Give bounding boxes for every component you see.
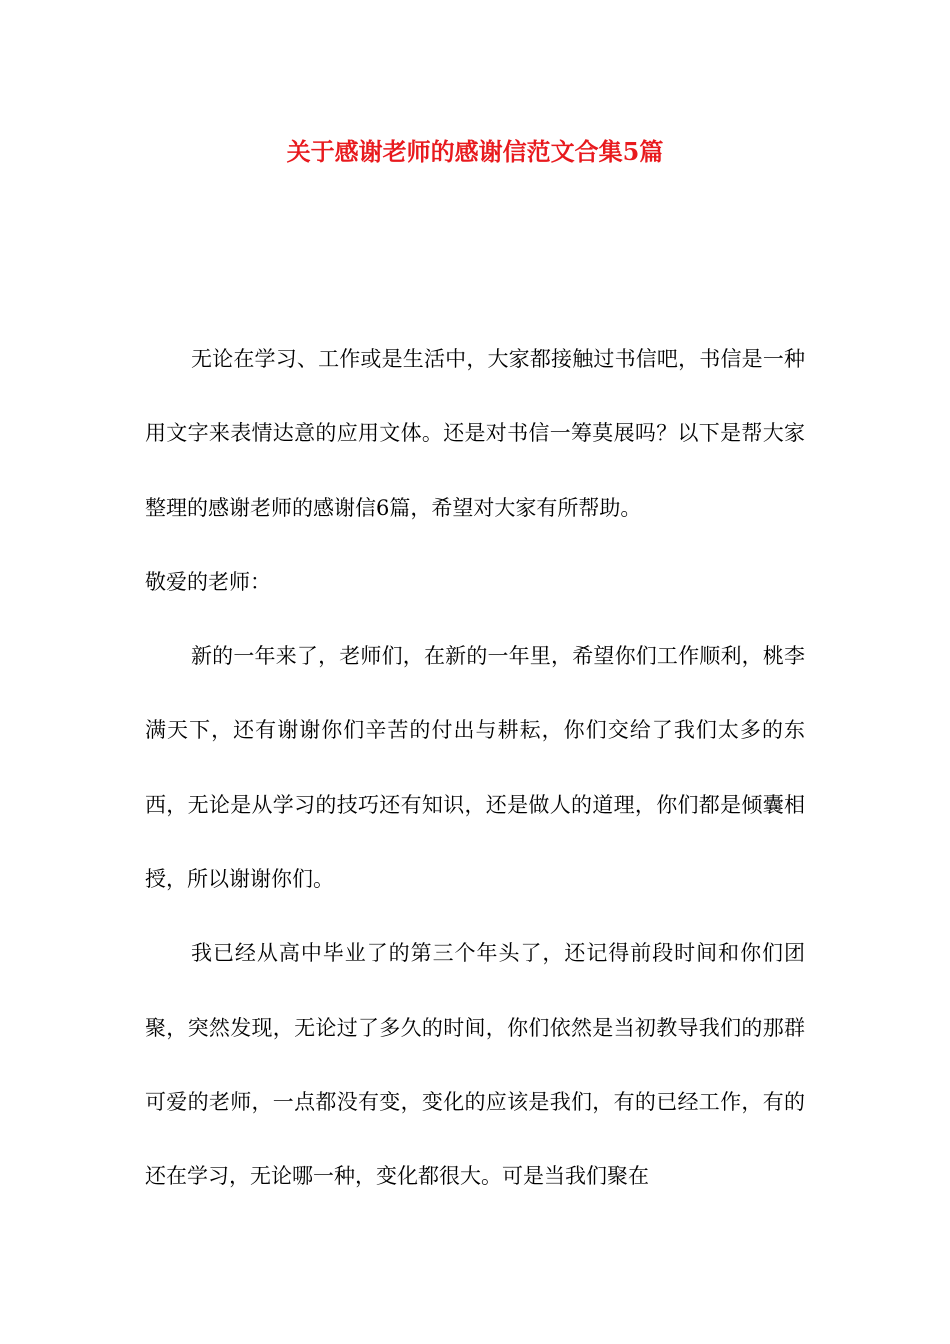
letter-paragraph-2: 我已经从高中毕业了的第三个年头了，还记得前段时间和你们团聚，突然发现，无论过了多久的时间，你们依然是当初教导我们的那群可爱的老师，一点都没有变，变化的应该是我们，有的已经工作，有的还在学习，无论哪一种，变化都很大。可是当我们聚在 — [145, 941, 805, 1189]
intro-paragraph: 无论在学习、工作或是生活中，大家都接触过书信吧，书信是一种用文字来表情达意的应用文体。还是对书信一筹莫展吗？以下是帮大家整理的感谢老师的感谢信6篇，希望对大家有所帮助。 — [145, 347, 805, 520]
document-title: 关于感谢老师的感谢信范文合集5篇 — [286, 137, 664, 166]
document-body — [145, 322, 805, 1214]
letter-paragraph-1: 新的一年来了，老师们，在新的一年里，希望你们工作顺利，桃李满天下，还有谢谢你们辛苦的付出与耕耘，你们交给了我们太多的东西，无论是从学习的技巧还有知识，还是做人的道理，你们都是倾囊相授，所以谢谢你们。 — [145, 644, 805, 892]
salutation: 敬爱的老师： — [145, 569, 271, 594]
